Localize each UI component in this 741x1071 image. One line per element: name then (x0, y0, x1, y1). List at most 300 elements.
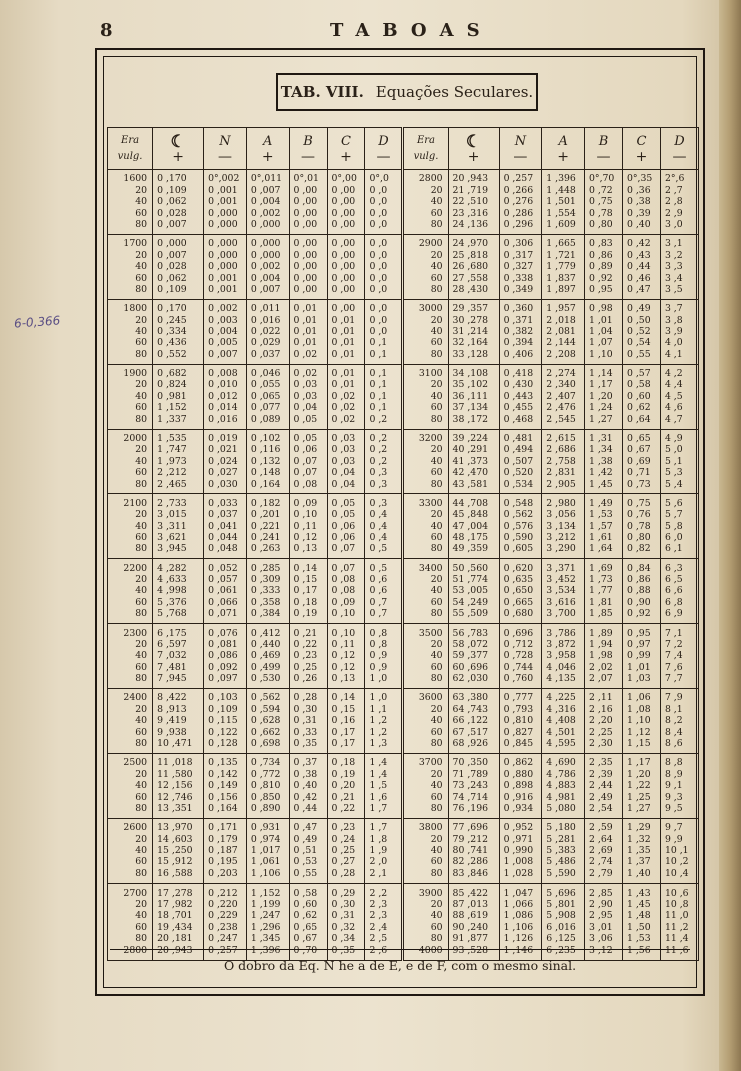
cell-line: 3600 (418, 692, 443, 704)
cell-line: 0 ,142 (208, 768, 238, 780)
value-cell (542, 624, 585, 689)
cell-line: 1 ,345 (250, 933, 281, 945)
value-cell (448, 299, 499, 364)
cell-line: 1 ,008 (503, 856, 534, 868)
cell-line: 0 ,4 (369, 520, 388, 532)
cell-line: 0 ,3 (369, 497, 388, 509)
cell-line: 2 ,208 (546, 348, 576, 360)
cell-line: 55 ,509 (452, 608, 489, 620)
cell-line: 0 ,824 (157, 379, 187, 391)
table-number: TAB. VIII. (280, 83, 364, 101)
cell-line: 0 ,171 (208, 822, 238, 834)
cell-line: 2 ,9 (664, 207, 683, 219)
cell-line: 0 ,4 (369, 532, 388, 543)
cell-line: 1 ,73 (589, 574, 613, 586)
cell-line: 1 ,973 (157, 455, 187, 467)
column-header-sign: — (596, 148, 611, 165)
table-row-block (108, 753, 699, 818)
cell-line: 0 ,4 (369, 509, 388, 521)
cell-line: 8 ,4 (664, 726, 683, 738)
cell-line: 0 ,443 (503, 390, 534, 402)
value-cell (499, 753, 542, 818)
cell-line: 0 ,430 (503, 379, 534, 391)
cell-line: 3 ,8 (664, 314, 683, 326)
cell-line: 0 ,38 (293, 768, 318, 780)
cell-line: 8 ,2 (664, 715, 683, 727)
value-cell (153, 364, 204, 429)
cell-line: 0 ,507 (503, 455, 534, 467)
cell-line: 0 ,109 (208, 703, 238, 715)
cell-line: 6 ,597 (157, 638, 187, 650)
cell-line: 0 ,24 (331, 833, 356, 845)
cell-line: 0 ,03 (331, 432, 356, 444)
cell-line: 0 ,1 (369, 379, 388, 391)
cell-line: 88 ,619 (452, 910, 489, 922)
column-header-sign: + (467, 148, 480, 165)
cell-line: 0°,0 (369, 173, 389, 185)
cell-line: 1 ,554 (546, 207, 576, 219)
cell-line: 0 ,071 (208, 608, 238, 620)
cell-line: 0 ,406 (503, 348, 534, 360)
cell-line: 0 ,00 (331, 303, 356, 315)
column-header-label: B (598, 133, 609, 149)
value-cell (289, 234, 327, 299)
cell-line: 20 (135, 703, 148, 715)
cell-line: 2 ,7 (664, 184, 683, 196)
cell-line: 80 (430, 608, 443, 620)
cell-line: 1 ,53 (626, 933, 651, 945)
value-cell (660, 234, 698, 299)
cell-line: 73 ,243 (452, 780, 489, 792)
cell-line: 0 ,179 (208, 833, 238, 845)
value-cell (289, 689, 327, 754)
cell-line: 60 (135, 791, 148, 803)
cell-line: 0 ,23 (293, 650, 318, 662)
cell-line: 0 ,69 (626, 455, 651, 467)
value-cell (327, 494, 365, 559)
cell-line: 3400 (418, 562, 443, 574)
cell-line: 0 ,44 (293, 802, 318, 814)
era-cell (108, 299, 153, 364)
cell-line: 40 (135, 585, 148, 597)
value-cell (448, 559, 499, 624)
cell-line: 0 ,00 (331, 196, 356, 208)
cell-line: 6 ,5 (664, 574, 683, 586)
value-cell (246, 753, 289, 818)
cell-line: 1 ,53 (589, 509, 613, 521)
cell-line: 54 ,249 (452, 596, 489, 608)
cell-line: 3 ,4 (664, 272, 683, 284)
value-cell (585, 299, 623, 364)
cell-line: 0 ,021 (208, 444, 238, 456)
value-cell (246, 494, 289, 559)
cell-line: 0 ,266 (503, 184, 534, 196)
cell-line: 4 ,2 (664, 368, 683, 380)
cell-line: 0 ,06 (331, 520, 356, 532)
cell-line: 20 (135, 184, 148, 196)
value-cell (246, 818, 289, 883)
cell-line: 20 (430, 703, 443, 715)
column-header (542, 128, 585, 170)
cell-line: 1 ,22 (626, 780, 651, 792)
cell-line: 5 ,0 (664, 444, 683, 456)
cell-line: 0 ,000 (208, 261, 238, 273)
cell-line: 0 ,650 (503, 585, 534, 597)
cell-line: 3 ,01 (589, 921, 613, 933)
table-row-block (108, 689, 699, 754)
column-header-sign: — (217, 148, 232, 165)
cell-line: 2 ,8 (664, 196, 683, 208)
cell-line: 0 ,47 (293, 822, 318, 834)
cell-line: 0 ,71 (626, 467, 651, 479)
cell-line: 16 ,588 (157, 867, 193, 879)
cell-line: 0 ,10 (331, 627, 356, 639)
cell-line: 2 ,64 (589, 833, 613, 845)
cell-line: 0 ,081 (208, 638, 238, 650)
cell-line: 2 ,144 (546, 337, 576, 349)
table-row-block (108, 364, 699, 429)
cell-line: 60 (135, 661, 148, 673)
cell-line: 0 ,455 (503, 402, 534, 414)
cell-line: 0 ,06 (293, 444, 318, 456)
era-cell (403, 364, 448, 429)
cell-line: 0 ,55 (626, 348, 651, 360)
cell-line: 0 ,26 (293, 673, 318, 685)
cell-line: 3 ,621 (157, 532, 187, 543)
cell-line: 0 ,00 (293, 283, 318, 295)
equations-table (107, 127, 699, 961)
cell-line: 0 ,046 (250, 368, 281, 380)
value-cell (327, 818, 365, 883)
cell-line: 0 ,562 (250, 692, 281, 704)
cell-line: 1 ,04 (589, 325, 613, 337)
cell-line: 1 ,086 (503, 910, 534, 922)
cell-line: 0 ,605 (503, 543, 534, 555)
value-cell (289, 559, 327, 624)
cell-line: 0 ,981 (157, 390, 187, 402)
column-header-label: B (303, 133, 313, 149)
column-header (153, 128, 204, 170)
cell-line: 0 ,037 (250, 348, 281, 360)
cell-line: 0 ,048 (208, 543, 238, 555)
cell-line: 2 ,212 (157, 467, 187, 479)
cell-line: 1 ,01 (589, 314, 613, 326)
cell-line: 60 (135, 726, 148, 738)
cell-line: 5 ,080 (546, 802, 576, 814)
table-row-block (108, 299, 699, 364)
cell-line: 2 ,49 (589, 791, 613, 803)
cell-line: 0 ,98 (589, 303, 613, 315)
cell-line: 0 ,306 (503, 238, 534, 250)
era-cell (108, 559, 153, 624)
cell-line: 40 (135, 650, 148, 662)
value-cell (204, 624, 247, 689)
cell-line: 60 (430, 272, 443, 284)
cell-line: 0 ,00 (293, 196, 318, 208)
value-cell (585, 818, 623, 883)
cell-line: 0 ,2 (369, 455, 388, 467)
era-cell (108, 624, 153, 689)
cell-line: 60 (135, 402, 148, 414)
cell-line: 0 ,75 (626, 497, 651, 509)
cell-line: 7 ,032 (157, 650, 187, 662)
column-header (403, 128, 448, 170)
cell-line: 40 (430, 910, 443, 922)
cell-line: 60 (135, 337, 148, 349)
value-cell (542, 364, 585, 429)
cell-line: 20 ,943 (157, 944, 193, 956)
cell-line: 1 ,106 (250, 867, 281, 879)
cell-line: 0 ,73 (626, 478, 651, 490)
cell-line: 40 (135, 910, 148, 922)
cell-line: 1 ,03 (626, 673, 651, 685)
cell-line: 0 ,47 (626, 283, 651, 295)
cell-line: 7 ,7 (664, 673, 683, 685)
value-cell (365, 689, 403, 754)
cell-line: 48 ,175 (452, 532, 489, 543)
cell-line: 40 (430, 844, 443, 856)
value-cell (365, 753, 403, 818)
cell-line: 20 (430, 574, 443, 586)
cell-line: 0 ,203 (208, 867, 238, 879)
cell-line: 35 ,102 (452, 379, 489, 391)
cell-line: 0 ,187 (208, 844, 238, 856)
cell-line: 60 (135, 272, 148, 284)
cell-line: 1 ,247 (250, 910, 281, 922)
cell-line: 3 ,290 (546, 543, 576, 555)
cell-line: 0 ,86 (626, 574, 651, 586)
cell-line: 0 ,076 (208, 627, 238, 639)
cell-line: 0 ,40 (626, 219, 651, 231)
cell-line: 0 ,0 (369, 303, 388, 315)
cell-line: 3 ,134 (546, 520, 576, 532)
era-cell (403, 234, 448, 299)
cell-line: 0 ,70 (293, 944, 318, 956)
value-cell (542, 429, 585, 494)
cell-line: 0 ,1 (369, 348, 388, 360)
value-cell (153, 234, 204, 299)
value-cell (153, 689, 204, 754)
value-cell (499, 170, 542, 235)
cell-line: 0 ,055 (250, 379, 281, 391)
cell-line: 20 (135, 379, 148, 391)
cell-line: 0 ,001 (208, 184, 238, 196)
value-cell (622, 689, 660, 754)
cell-line: 20 (430, 444, 443, 456)
cell-line: 11 ,6 (664, 944, 689, 956)
cell-line: 4 ,981 (546, 791, 576, 803)
cell-line: 0 ,712 (503, 638, 534, 650)
cell-line: 1 ,08 (626, 703, 651, 715)
cell-line: 0 ,15 (293, 574, 318, 586)
cell-line: 1800 (123, 303, 148, 315)
column-header (448, 128, 499, 170)
cell-line: 1700 (123, 238, 148, 250)
cell-line: 0 ,027 (208, 467, 238, 479)
cell-line: 1 ,45 (626, 899, 651, 911)
cell-line: 49 ,359 (452, 543, 489, 555)
cell-line: 3300 (418, 497, 443, 509)
value-cell (246, 624, 289, 689)
value-cell (365, 494, 403, 559)
cell-line: 0 ,20 (331, 780, 356, 792)
value-cell (246, 170, 289, 235)
column-header-label: A (262, 133, 273, 149)
cell-line: 0 ,02 (331, 390, 356, 402)
cell-line: 0 ,00 (331, 207, 356, 219)
cell-line: 1 ,396 (546, 173, 576, 185)
cell-line: 4 ,690 (546, 757, 576, 769)
value-cell (327, 689, 365, 754)
cell-line: 0 ,0 (369, 261, 388, 273)
cell-line: 0 ,010 (208, 379, 238, 391)
value-cell (585, 170, 623, 235)
cell-line: 1 ,43 (626, 887, 651, 899)
cell-line: 11 ,4 (664, 933, 689, 945)
cell-line: 0 ,000 (250, 249, 281, 261)
value-cell (660, 364, 698, 429)
cell-line: 26 ,680 (452, 261, 489, 273)
cell-line: 44 ,708 (452, 497, 489, 509)
cell-line: 2900 (418, 238, 443, 250)
column-header (108, 128, 153, 170)
cell-line: 0 ,00 (293, 219, 318, 231)
value-cell (448, 494, 499, 559)
cell-line: 1 ,45 (589, 478, 613, 490)
handwritten-margin-note: 6-0,366 (13, 313, 61, 331)
cell-line: 5 ,281 (546, 833, 576, 845)
cell-line: 3000 (418, 303, 443, 315)
column-header-sign: — (301, 148, 316, 165)
cell-line: 1 ,56 (626, 944, 651, 956)
cell-line: 93 ,528 (452, 944, 489, 956)
cell-line: 20 (430, 833, 443, 845)
column-header-label: N (514, 133, 527, 149)
cell-line: 0 ,07 (293, 455, 318, 467)
cell-line: 3 ,452 (546, 574, 576, 586)
cell-line: 0 ,80 (589, 219, 613, 231)
cell-line: 17 ,982 (157, 899, 193, 911)
cell-line: 40 (135, 715, 148, 727)
cell-line: 0 ,53 (293, 856, 318, 868)
cell-line: 5 ,696 (546, 887, 576, 899)
value-cell (585, 494, 623, 559)
cell-line: 0 ,394 (503, 337, 534, 349)
cell-line: 60 (430, 921, 443, 933)
cell-line: 20 (430, 768, 443, 780)
cell-line: 2700 (123, 887, 148, 899)
cell-line: 0 ,562 (503, 509, 534, 521)
cell-line: 0 ,86 (589, 249, 613, 261)
cell-line: 34 ,108 (452, 368, 489, 380)
cell-line: 0 ,002 (250, 261, 281, 273)
cell-line: 11 ,018 (157, 757, 193, 769)
cell-line: 4 ,501 (546, 726, 576, 738)
cell-line: 80 (430, 802, 443, 814)
era-cell (108, 234, 153, 299)
value-cell (204, 559, 247, 624)
cell-line: 74 ,714 (452, 791, 489, 803)
cell-line: 0 ,122 (208, 726, 238, 738)
cell-line: 0 ,000 (208, 249, 238, 261)
cell-line: 0 ,665 (503, 596, 534, 608)
cell-line: 0 ,55 (293, 867, 318, 879)
column-header-label: ☾ (170, 131, 186, 152)
cell-line: 2 ,3 (369, 899, 388, 911)
cell-line: 2 ,02 (589, 661, 613, 673)
cell-line: 0 ,5 (369, 543, 388, 555)
cell-line: 0 ,00 (331, 184, 356, 196)
cell-line: 20 ,943 (452, 173, 489, 185)
cell-line: 80 (430, 738, 443, 750)
cell-line: 36 ,111 (452, 390, 489, 402)
cell-line: 0 ,382 (503, 325, 534, 337)
cell-line: 0 ,30 (331, 899, 356, 911)
cell-line: 10 ,471 (157, 738, 193, 750)
cell-line: 9 ,938 (157, 726, 187, 738)
cell-line: 2 ,59 (589, 822, 613, 834)
cell-line: 80 (430, 478, 443, 490)
cell-line: 8 ,6 (664, 738, 683, 750)
value-cell (153, 753, 204, 818)
cell-line: 0 ,00 (293, 238, 318, 250)
column-header (289, 128, 327, 170)
cell-line: 2200 (123, 562, 148, 574)
cell-line: 77 ,696 (452, 822, 489, 834)
cell-line: 60 (135, 596, 148, 608)
cell-line: 60 (430, 337, 443, 349)
cell-line: 10 ,2 (664, 856, 689, 868)
cell-line: 0 ,31 (331, 910, 356, 922)
cell-line: 0 ,0 (369, 196, 388, 208)
cell-line: 0 ,241 (250, 532, 281, 543)
cell-line: 0 ,01 (331, 314, 356, 326)
cell-line: 1 ,5 (369, 780, 388, 792)
cell-line: 3 ,9 (664, 325, 683, 337)
cell-line: 0 ,12 (331, 661, 356, 673)
column-header (365, 128, 403, 170)
cell-line: 0 ,850 (250, 791, 281, 803)
cell-line: 0 ,08 (331, 585, 356, 597)
cell-line: 1 ,12 (626, 726, 651, 738)
cell-line: 23 ,316 (452, 207, 489, 219)
cell-line: 5 ,383 (546, 844, 576, 856)
column-header (660, 128, 698, 170)
cell-line: 32 ,164 (452, 337, 489, 349)
cell-line: 10 ,6 (664, 887, 689, 899)
cell-line: 2 ,3 (369, 910, 388, 922)
cell-line: 2 ,018 (546, 314, 576, 326)
cell-line: 3 ,12 (589, 944, 613, 956)
cell-line: 80 (135, 478, 148, 490)
cell-line: 80 (430, 283, 443, 295)
cell-line: 71 ,789 (452, 768, 489, 780)
era-cell (108, 364, 153, 429)
cell-line: 0 ,698 (250, 738, 281, 750)
cell-line: 1 ,27 (589, 413, 613, 425)
cell-line: 0 ,257 (503, 173, 534, 185)
cell-line: 0 ,115 (208, 715, 238, 727)
cell-line: 0 ,00 (293, 249, 318, 261)
cell-line: 1 ,64 (589, 543, 613, 555)
cell-line: 8 ,913 (157, 703, 187, 715)
cell-line: 2 ,476 (546, 402, 576, 414)
cell-line: 10 ,8 (664, 899, 689, 911)
cell-line: 1 ,721 (546, 249, 576, 261)
cell-line: 0 ,89 (589, 261, 613, 273)
value-cell (585, 753, 623, 818)
cell-line: 0 ,58 (293, 887, 318, 899)
